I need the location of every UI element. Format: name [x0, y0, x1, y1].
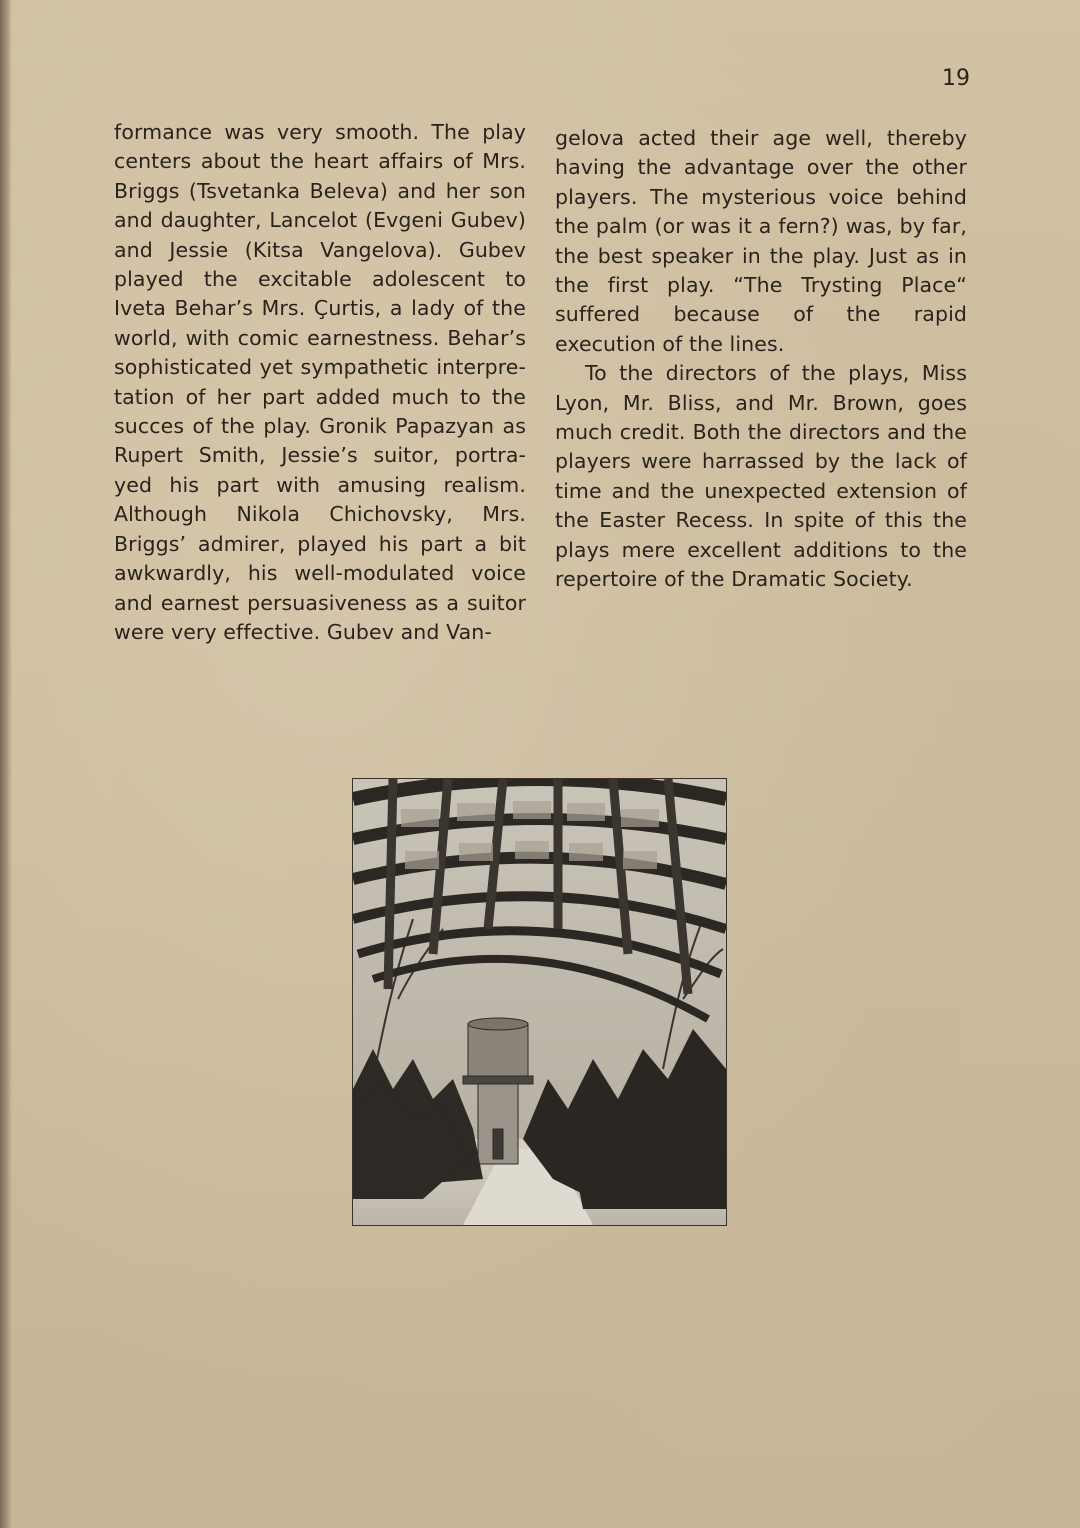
page-binding-edge [0, 0, 12, 1528]
right-paragraph-1: gelova acted their age well, thereby having the advantage over the other players. The mysterious voice behind the palm (or was it a fern?) was, by far, the best speaker in the play. Just as in the first play. “The Trysting Place“ suffered because of the rapid execution of the lines. [555, 126, 967, 356]
pergola-photo [352, 778, 727, 1226]
right-text-column [555, 124, 967, 595]
right-paragraph-2: To the directors of the plays, Miss Lyon, Mr. Bliss, and Mr. Brown, goes much credit. Both the directors and the players were harrassed by the lack of time and the unexpected extension of the Easter Recess. In spite of this the plays mere excellent additions to the repertoire of the Dramatic Society. [555, 361, 967, 592]
page-number: 19 [942, 66, 970, 91]
left-text-column [114, 118, 526, 647]
left-paragraph-1: formance was very smooth. The play centers about the heart affairs of Mrs. Briggs (Tsvetanka Beleva) and her son and daughter, Lancelot (Evgeni Gubev) and Jessie (Kitsa Vangelova). Gubev played the excitable adolescent to Iveta Behar’s Mrs. Çurtis, a lady of the world, with comic earnestness. Behar’s sophisticated yet sympathetic interpre-tation of her part added much to the succes of the play. Gronik Papazyan as Rupert Smith, Jessie’s suitor, portra-yed his part with amusing realism. Although Nikola Chichovsky, Mrs. Briggs’ admirer, played his part a bit awkwardly, his well-modulated voice and earnest persuasiveness as a suitor were very effective. Gubev and Van- [114, 120, 526, 644]
